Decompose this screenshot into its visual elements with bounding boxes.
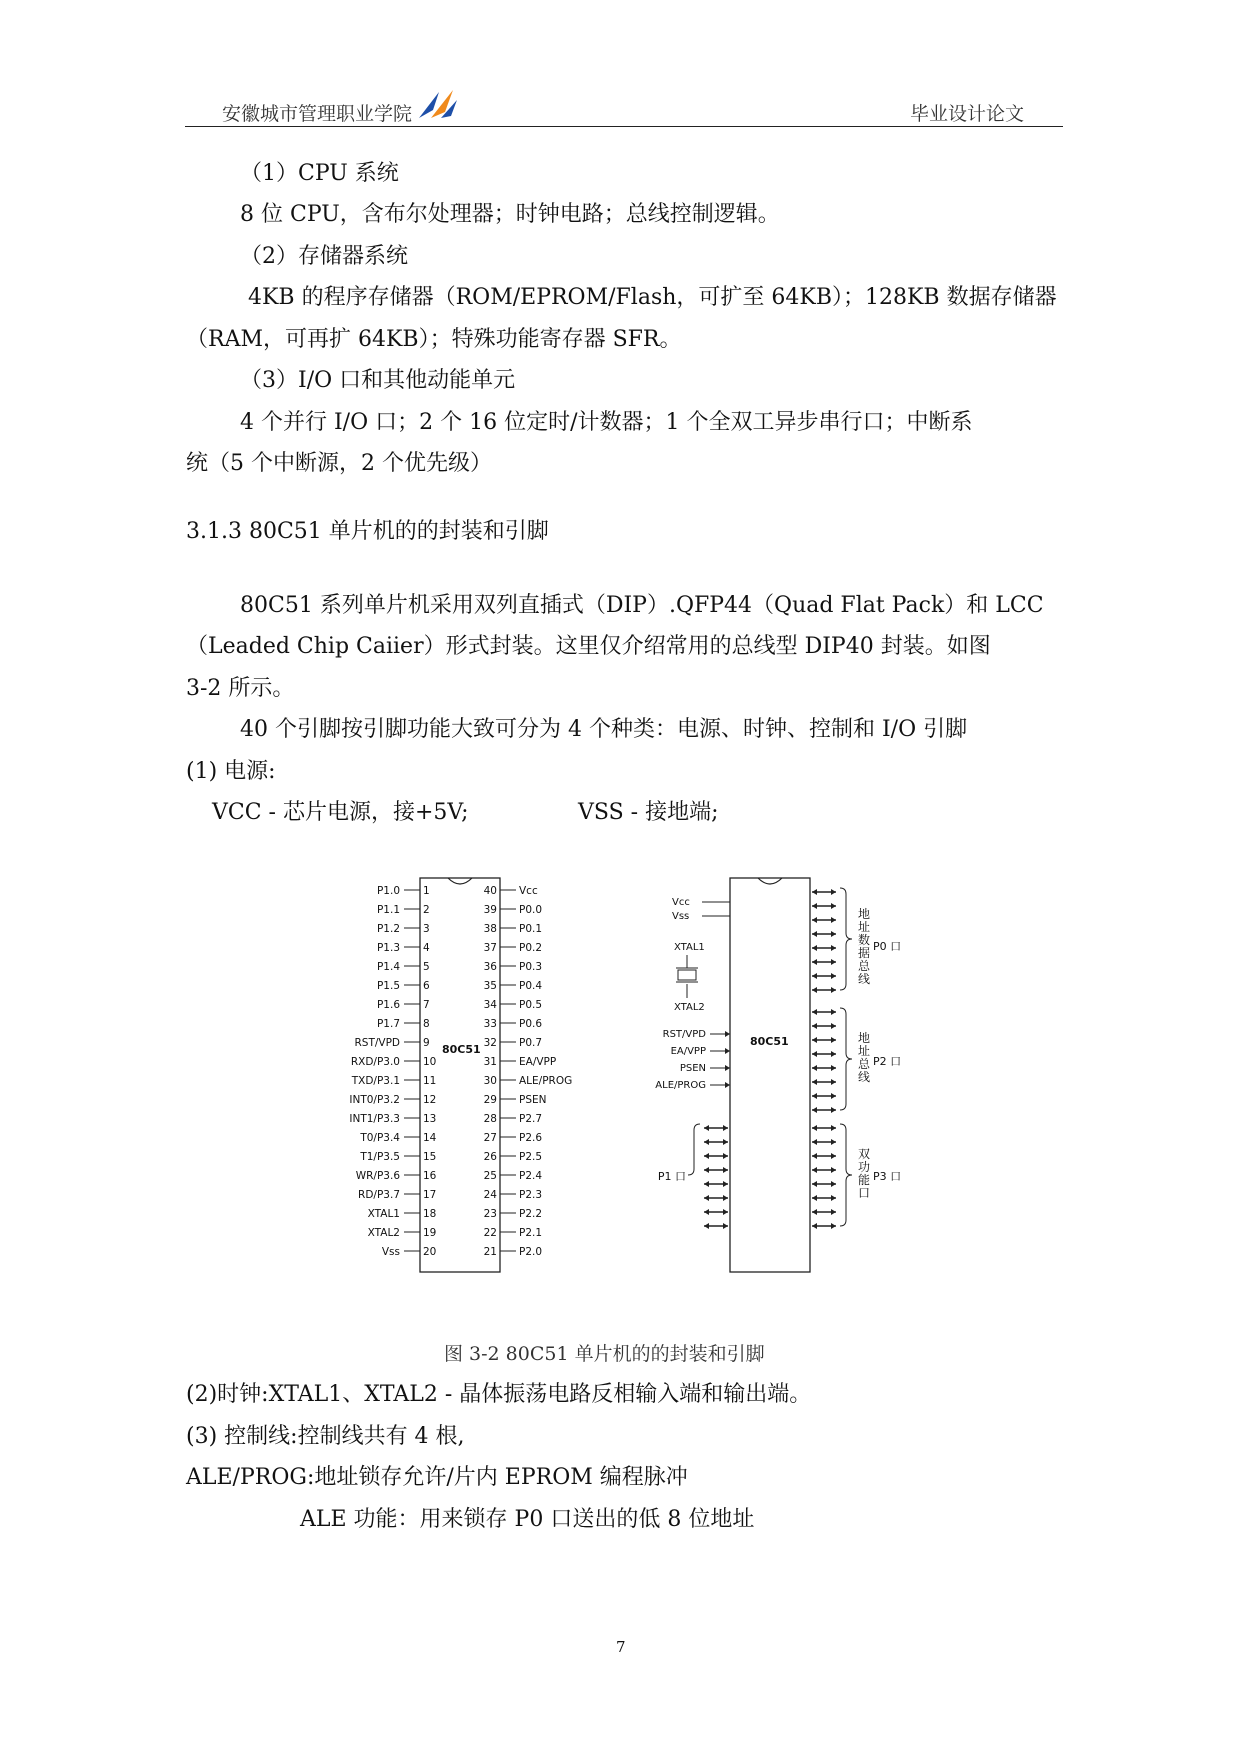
pin-number-right: 23	[483, 1208, 497, 1220]
pin-number-right: 29	[483, 1094, 497, 1106]
arrow-left-icon	[704, 1125, 709, 1131]
pin-number-right: 21	[483, 1246, 497, 1258]
arrow-right-icon	[831, 945, 836, 951]
pin-label-right: P2.5	[519, 1151, 543, 1163]
arrow-right-icon	[831, 1167, 836, 1173]
para-ale-function: ALE 功能：用来锁存 P0 口送出的低 8 位地址	[300, 1507, 755, 1532]
arrow-right-icon	[723, 1195, 728, 1201]
arrow-left-icon	[812, 945, 817, 951]
arrow-left-icon	[812, 1023, 817, 1029]
arrow-left-icon	[812, 1167, 817, 1173]
arrow-left-icon	[704, 1209, 709, 1215]
school-logo-icon	[417, 88, 459, 120]
para-vss: VSS - 接地端;	[578, 800, 719, 825]
pin-label-left: P1.6	[376, 999, 400, 1011]
arrow-right-icon	[723, 1223, 728, 1229]
header-doc-type: 毕业设计论文	[910, 103, 1025, 125]
arrow-left-icon	[812, 973, 817, 979]
pin-label-right: P2.6	[519, 1132, 543, 1144]
para-io-title: （3）I/O 口和其他动能单元	[240, 368, 516, 393]
arrow-left-icon	[704, 1181, 709, 1187]
pin-number-left: 7	[423, 999, 430, 1011]
bracket-icon	[840, 1124, 852, 1226]
arrow-left-icon	[812, 1139, 817, 1145]
para-io-desc-1: 4 个并行 I/O 口；2 个 16 位定时/计数器；1 个全双工异步串行口；中断系	[240, 410, 973, 435]
pin-number-right: 22	[483, 1227, 497, 1239]
para-cpu-desc: 8 位 CPU，含布尔处理器；时钟电路；总线控制逻辑。	[240, 202, 780, 227]
pin-number-right: 35	[483, 980, 497, 992]
arrow-left-icon	[812, 1051, 817, 1057]
arrow-right-icon	[831, 1051, 836, 1057]
bracket-icon	[688, 1124, 700, 1175]
crystal-icon	[678, 970, 696, 980]
arrow-right-icon	[831, 1023, 836, 1029]
arrow-left-icon	[812, 1209, 817, 1215]
pin-number-left: 16	[423, 1170, 437, 1182]
p2-group-label: 址	[858, 1044, 871, 1058]
pin-number-left: 14	[423, 1132, 437, 1144]
dip40-pinout-diagram	[320, 860, 620, 1280]
pin-label-left: P1.1	[376, 904, 400, 916]
para-pins-1: 40 个引脚按引脚功能大致可分为 4 个种类：电源、时钟、控制和 I/O 引脚	[240, 717, 968, 742]
header-divider	[185, 126, 1063, 127]
p2-group-label: 线	[858, 1070, 871, 1084]
pin-label-left: INT0/P3.2	[349, 1094, 400, 1106]
pin-number-left: 9	[423, 1037, 430, 1049]
arrow-right-icon	[831, 1009, 836, 1015]
para-mem-desc-1: 4KB 的程序存储器（ROM/EPROM/Flash，可扩至 64KB）；128KB 数据存储器	[248, 285, 1057, 310]
pin-number-left: 20	[423, 1246, 437, 1258]
pin-number-right: 33	[483, 1018, 497, 1030]
para-package-1: 80C51 系列单片机采用双列直插式（DIP）.QFP44（Quad Flat Pack）和 LCC	[240, 593, 1044, 618]
pin-label-left: P1.7	[376, 1018, 400, 1030]
p2-group-label: 地	[858, 1031, 871, 1045]
logic-pin-label: XTAL1	[674, 942, 705, 953]
logic-pin-label: RST/VPD	[662, 1029, 706, 1040]
arrow-right-icon	[831, 1195, 836, 1201]
p0-group-label: 地	[858, 907, 871, 921]
pin-label-left: T0/P3.4	[360, 1132, 400, 1144]
pin-number-left: 13	[423, 1113, 437, 1125]
pin-label-left: INT1/P3.3	[349, 1113, 400, 1125]
p2-port-label: P2 口	[873, 1055, 902, 1068]
arrow-left-icon	[812, 1195, 817, 1201]
pin-label-right: P2.2	[519, 1208, 543, 1220]
pin-label-right: P0.0	[519, 904, 543, 916]
logic-pin-label: EA/VPP	[670, 1046, 706, 1057]
pin-number-right: 31	[483, 1056, 497, 1068]
arrow-left-icon	[812, 917, 817, 923]
pin-label-right: P0.1	[519, 923, 543, 935]
p0-group-label: 线	[858, 972, 871, 986]
pin-number-right: 30	[483, 1075, 497, 1087]
pin-label-left: RD/P3.7	[358, 1189, 400, 1201]
logic-pin-label: Vss	[672, 911, 690, 922]
p2-group-label: 总	[858, 1057, 871, 1071]
arrow-right-icon	[725, 1065, 730, 1071]
arrow-left-icon	[812, 1181, 817, 1187]
bracket-icon	[840, 1008, 852, 1110]
pin-number-left: 3	[423, 923, 430, 935]
p0-group-label: 数	[858, 933, 871, 947]
pin-number-right: 39	[483, 904, 497, 916]
pin-label-left: Vss	[381, 1246, 400, 1258]
pin-number-left: 8	[423, 1018, 430, 1030]
pin-label-right: P0.3	[519, 961, 543, 973]
arrow-left-icon	[812, 1153, 817, 1159]
para-ale-prog: ALE/PROG:地址锁存允许/片内 EPROM 编程脉冲	[186, 1465, 688, 1490]
arrow-left-icon	[812, 903, 817, 909]
arrow-right-icon	[831, 1181, 836, 1187]
figure-caption: 图 3-2 80C51 单片机的的封装和引脚	[444, 1343, 765, 1365]
para-control: (3) 控制线:控制线共有 4 根,	[186, 1424, 465, 1449]
arrow-right-icon	[831, 1065, 836, 1071]
pin-number-right: 25	[483, 1170, 497, 1182]
para-cpu-title: （1）CPU 系统	[240, 161, 399, 186]
arrow-right-icon	[831, 1125, 836, 1131]
pin-number-right: 40	[483, 885, 497, 897]
pin-label-right: PSEN	[519, 1094, 547, 1106]
pin-label-right: Vcc	[519, 885, 538, 897]
arrow-right-icon	[831, 1107, 836, 1113]
pin-number-left: 11	[423, 1075, 437, 1087]
para-pins-2: (1) 电源:	[186, 759, 276, 784]
para-mem-desc-2: （RAM，可再扩 64KB）；特殊功能寄存器 SFR。	[186, 327, 682, 352]
para-mem-title: （2）存储器系统	[240, 244, 408, 269]
pin-number-left: 15	[423, 1151, 437, 1163]
arrow-right-icon	[831, 1093, 836, 1099]
pin-label-left: RST/VPD	[354, 1037, 400, 1049]
arrow-left-icon	[704, 1153, 709, 1159]
arrow-left-icon	[812, 1079, 817, 1085]
pin-label-right: P0.6	[519, 1018, 543, 1030]
pin-number-left: 17	[423, 1189, 437, 1201]
arrow-left-icon	[704, 1139, 709, 1145]
pin-label-left: P1.0	[376, 885, 400, 897]
arrow-right-icon	[725, 1031, 730, 1037]
pin-number-left: 2	[423, 904, 430, 916]
arrow-right-icon	[831, 1153, 836, 1159]
pin-number-left: 6	[423, 980, 430, 992]
pin-label-right: P2.1	[519, 1227, 543, 1239]
logic-pin-label: XTAL2	[674, 1002, 705, 1013]
pin-number-left: 19	[423, 1227, 437, 1239]
pin-label-left: P1.3	[376, 942, 400, 954]
p3-port-label: P3 口	[873, 1170, 902, 1183]
arrow-right-icon	[723, 1181, 728, 1187]
para-vcc: VCC - 芯片电源，接+5V;	[212, 800, 469, 825]
pin-label-left: P1.4	[376, 961, 400, 973]
arrow-right-icon	[831, 1139, 836, 1145]
pin-number-left: 10	[423, 1056, 437, 1068]
arrow-left-icon	[812, 987, 817, 993]
arrow-right-icon	[723, 1139, 728, 1145]
pin-label-right: P0.7	[519, 1037, 543, 1049]
pin-label-left: XTAL2	[367, 1227, 400, 1239]
logic-pin-label: ALE/PROG	[655, 1080, 706, 1091]
arrow-left-icon	[812, 1065, 817, 1071]
pin-label-right: P2.3	[519, 1189, 543, 1201]
pin-number-right: 34	[483, 999, 497, 1011]
pin-number-left: 12	[423, 1094, 437, 1106]
para-package-2: （Leaded Chip Caiier）形式封装。这里仅介绍常用的总线型 DIP40 封装。如图	[186, 634, 991, 659]
para-clock: (2)时钟:XTAL1、XTAL2 - 晶体振荡电路反相输入端和输出端。	[186, 1382, 812, 1407]
p0-group-label: 据	[858, 946, 871, 960]
arrow-right-icon	[831, 959, 836, 965]
arrow-left-icon	[812, 959, 817, 965]
pin-number-right: 38	[483, 923, 497, 935]
arrow-right-icon	[831, 917, 836, 923]
page-number: 7	[616, 1638, 626, 1656]
pin-label-right: P2.7	[519, 1113, 543, 1125]
pin-number-right: 32	[483, 1037, 497, 1049]
arrow-left-icon	[812, 1125, 817, 1131]
pin-label-left: P1.2	[376, 923, 400, 935]
pin-label-left: TXD/P3.1	[351, 1075, 400, 1087]
arrow-right-icon	[723, 1167, 728, 1173]
pin-label-right: P0.5	[519, 999, 543, 1011]
arrow-left-icon	[812, 1107, 817, 1113]
arrow-right-icon	[831, 1209, 836, 1215]
section-heading-3-1-3: 3.1.3 80C51 单片机的的封装和引脚	[186, 519, 549, 544]
bracket-icon	[840, 888, 852, 990]
pin-label-right: EA/VPP	[519, 1056, 557, 1068]
pin-number-right: 37	[483, 942, 497, 954]
pin-label-left: XTAL1	[367, 1208, 400, 1220]
para-io-desc-2: 统（5 个中断源，2 个优先级）	[186, 451, 492, 476]
arrow-right-icon	[725, 1082, 730, 1088]
arrow-left-icon	[812, 1223, 817, 1229]
p0-group-label: 总	[858, 959, 871, 973]
arrow-left-icon	[812, 1037, 817, 1043]
logic-chip-label: 80C51	[750, 1035, 789, 1048]
pin-label-left: P1.5	[376, 980, 400, 992]
logic-pin-label: PSEN	[679, 1063, 706, 1074]
arrow-right-icon	[831, 1223, 836, 1229]
pin-label-left: WR/P3.6	[355, 1170, 400, 1182]
pin-label-right: P2.0	[519, 1246, 543, 1258]
pin-number-right: 36	[483, 961, 497, 973]
arrow-left-icon	[704, 1167, 709, 1173]
pin-number-left: 5	[423, 961, 430, 973]
para-package-3: 3-2 所示。	[186, 676, 295, 701]
pin-number-right: 27	[483, 1132, 497, 1144]
p1-port-label: P1 口	[657, 1170, 686, 1183]
p0-port-label: P0 口	[873, 940, 902, 953]
logic-pin-label: Vcc	[672, 897, 690, 908]
p3-group-label: 能	[858, 1173, 871, 1187]
pin-label-right: P0.2	[519, 942, 543, 954]
p3-group-label: 口	[858, 1186, 871, 1200]
arrow-left-icon	[812, 1093, 817, 1099]
pin-number-left: 4	[423, 942, 430, 954]
arrow-left-icon	[812, 889, 817, 895]
p3-group-label: 功	[858, 1160, 871, 1174]
p0-group-label: 址	[858, 920, 871, 934]
pin-label-right: P0.4	[519, 980, 543, 992]
pin-number-right: 28	[483, 1113, 497, 1125]
arrow-right-icon	[723, 1153, 728, 1159]
arrow-right-icon	[831, 889, 836, 895]
logic-symbol-diagram	[640, 860, 920, 1280]
pin-label-left: RXD/P3.0	[350, 1056, 400, 1068]
dip-chip-label: 80C51	[442, 1043, 481, 1056]
arrow-left-icon	[812, 931, 817, 937]
pin-number-left: 18	[423, 1208, 437, 1220]
arrow-right-icon	[723, 1125, 728, 1131]
arrow-right-icon	[725, 1048, 730, 1054]
pin-number-right: 26	[483, 1151, 497, 1163]
arrow-left-icon	[704, 1195, 709, 1201]
arrow-right-icon	[831, 987, 836, 993]
arrow-right-icon	[831, 931, 836, 937]
header-school: 安徽城市管理职业学院	[222, 103, 413, 125]
p3-group-label: 双	[858, 1147, 871, 1161]
pin-number-left: 1	[423, 885, 430, 897]
pin-label-right: P2.4	[519, 1170, 543, 1182]
arrow-right-icon	[831, 1079, 836, 1085]
arrow-right-icon	[831, 903, 836, 909]
arrow-right-icon	[723, 1209, 728, 1215]
pin-number-right: 24	[483, 1189, 497, 1201]
pin-label-left: T1/P3.5	[360, 1151, 400, 1163]
arrow-right-icon	[831, 973, 836, 979]
pin-label-right: ALE/PROG	[519, 1075, 573, 1087]
arrow-left-icon	[812, 1009, 817, 1015]
arrow-left-icon	[704, 1223, 709, 1229]
arrow-right-icon	[831, 1037, 836, 1043]
